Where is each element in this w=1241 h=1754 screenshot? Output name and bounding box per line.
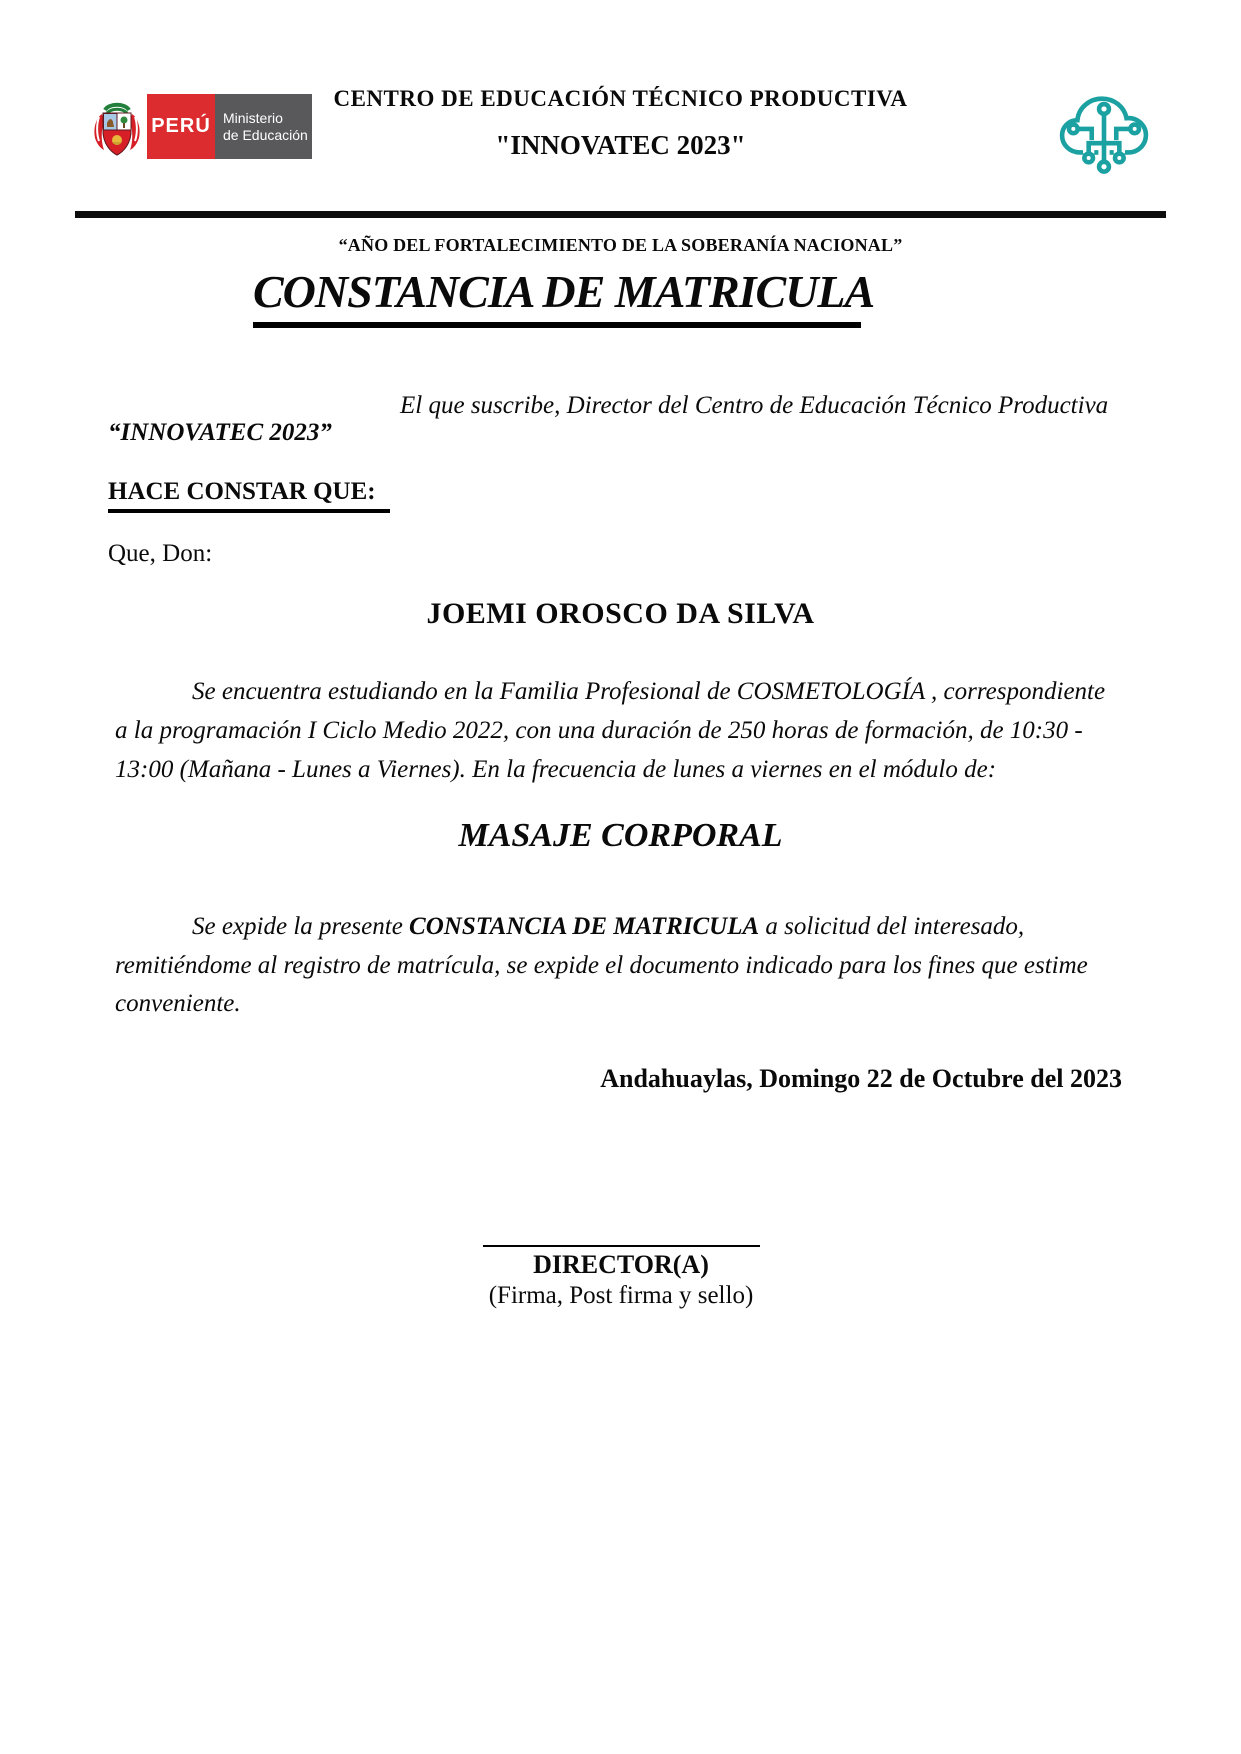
paragraph2-line2: remitiéndome al registro de matrícula, se expide el documento indicado para los fines que estime [115, 951, 1088, 979]
intro-line-2: “INNOVATEC 2023” [108, 419, 332, 446]
year-motto: “AÑO DEL FORTALECIMIENTO DE LA SOBERANÍA NACIONAL” [338, 235, 903, 255]
student-name: JOEMI OROSCO DA SILVA [426, 597, 815, 630]
paragraph2-line1-post: a solicitud del interesado, [759, 913, 1025, 940]
issuance-paragraph [115, 908, 1145, 1024]
que-don-label: Que, Don: [108, 540, 213, 567]
signature-note: (Firma, Post firma y sello) [488, 1282, 754, 1309]
institution-name: CENTRO DE EDUCACIÓN TÉCNICO PRODUCTIVA [333, 86, 908, 111]
paragraph2-line1 [115, 908, 1145, 947]
paragraph2-line1-bold: CONSTANCIA DE MATRICULA [409, 913, 760, 940]
institution-brand: "INNOVATEC 2023" [495, 130, 746, 160]
signature-line [483, 1245, 760, 1247]
signature-role: DIRECTOR(A) [533, 1250, 709, 1279]
header-divider [75, 211, 1166, 218]
paragraph2-line3: conveniente. [115, 990, 241, 1017]
ministry-line2: de Educación [223, 126, 308, 143]
signature-block [456, 1245, 786, 1311]
place-and-date: Andahuaylas, Domingo 22 de Octubre del 2023 [600, 1064, 1122, 1093]
peru-label: PERÚ [151, 115, 211, 137]
cloud-circuit-icon [1058, 90, 1150, 178]
document-title: CONSTANCIA DE MATRICULA [253, 262, 861, 328]
enrollment-paragraph [115, 672, 1145, 789]
paragraph1-line1: Se encuentra estudiando en la Familia Profesional de COSMETOLOGÍA , correspondiente [192, 678, 1106, 705]
module-name: MASAJE CORPORAL [458, 817, 783, 854]
hace-constar-heading: HACE CONSTAR QUE: [108, 478, 390, 513]
paragraph2-line1-pre: Se expide la presente [192, 913, 410, 940]
ministry-line1: Ministerio [223, 109, 283, 126]
intro-line-1: El que suscribe, Director del Centro de Educación Técnico Productiva [400, 392, 1109, 419]
paragraph1-line3: 13:00 (Mañana - Lunes a Viernes). En la frecuencia de lunes a viernes en el módulo de: [115, 756, 997, 783]
paragraph1-line2: a la programación I Ciclo Medio 2022, con una duración de 250 horas de formación, de 10:30 - [115, 717, 1083, 744]
